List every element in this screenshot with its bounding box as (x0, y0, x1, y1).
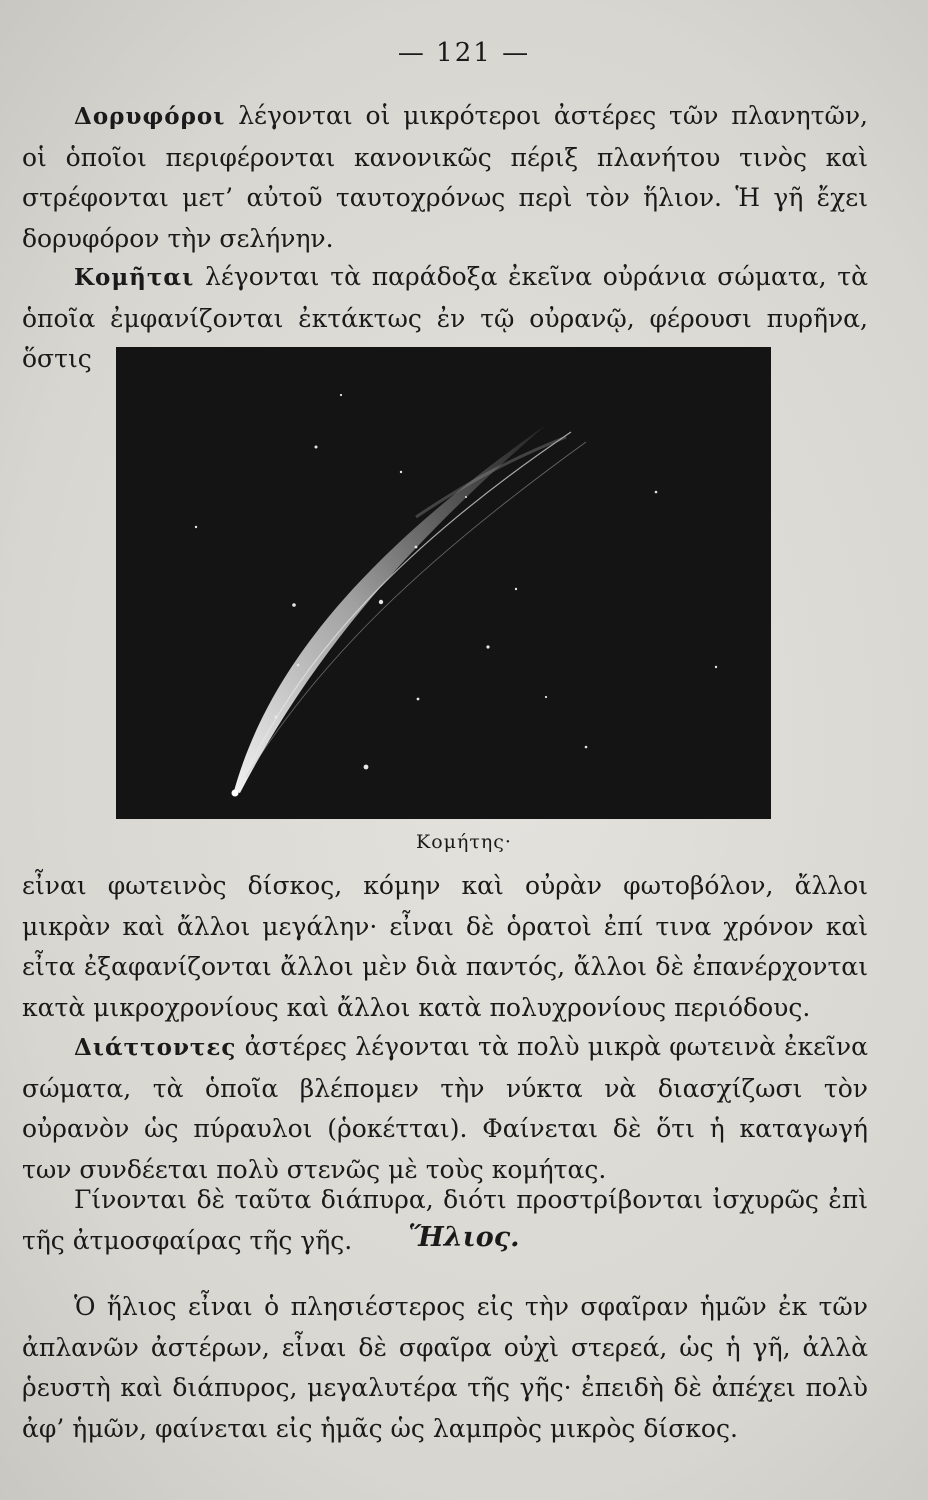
term-satellites: Δορυφόροι (74, 103, 226, 130)
comet-icon (116, 347, 771, 819)
paragraph-shooting-stars (22, 1027, 868, 1190)
paragraph-sun: Ὁ ἥλιος εἶναι ὁ πλησιέστερος εἰς τὴν σφαῖραν ἡμῶν ἐκ τῶν ἀπλανῶν ἀστέρων, εἶναι δὲ σφαῖρα οὐχὶ στερεά, ὡς ἡ γῆ, ἀλλὰ ῥευστὴ καὶ διάπυρος, μεγαλυτέρα τῆς γῆς· ἐπειδὴ δὲ ἀπέχει πολὺ ἀφ’ ἡμῶν, φαίνεται εἰς ἡμᾶς ὡς λαμπρὸς μικρὸς δίσκος. (22, 1292, 868, 1443)
paragraph-satellites (22, 96, 868, 259)
paragraph-shooting-stars-text: ἀστέρες λέγονται τὰ πολὺ μικρὰ φωτεινὰ ἐκεῖνα σώματα, τὰ ὁποῖα βλέπομεν τὴν νύκτα νὰ διασχίζωσι τὸν οὐρανὸν ὡς πύραυλοι (ῥοκέτται). Φαίνεται δὲ ὅτι ἡ καταγωγή των συνδέεται πολὺ στενῶς μὲ τοὺς κομήτας. (22, 1032, 868, 1184)
figure-caption: Κομήτης· (416, 831, 512, 853)
term-shooting-stars: Διάττοντες (74, 1034, 237, 1061)
paragraph-comets-text: λέγονται τὰ παράδοξα ἐκεῖνα οὐράνια σώματα, τὰ ὁποῖα ἐμφανίζονται ἐκτάκτως ἐν τῷ οὐρανῷ, φέρουσι πυρῆνα, ὅστις (22, 262, 868, 373)
paragraph-satellites-text: λέγονται οἱ μικρότεροι ἀστέρες τῶν πλανητῶν, οἱ ὁποῖοι περιφέρονται κανονικῶς πέριξ πλανήτου τινὸς καὶ στρέφονται μετ’ αὐτοῦ ταυτοχρόνως περὶ τὸν ἥλιον. Ἡ γῆ ἔχει δορυφόρον τὴν σελήνην. (22, 101, 868, 253)
paragraph-incandescent: Γίνονται δὲ ταῦτα διάπυρα, διότι προστρίβονται ἰσχυρῶς ἐπὶ τῆς ἀτμοσφαίρας τῆς γῆς. (22, 1185, 868, 1255)
comet-illustration (116, 347, 771, 819)
page-number: — 121 — (397, 38, 531, 68)
section-heading-sun: Ἥλιος. (408, 1222, 520, 1253)
paragraph-comets-cont: εἶναι φωτεινὸς δίσκος, κόμην καὶ οὐρὰν φωτοβόλον, ἄλλοι μικρὰν καὶ ἄλλοι μεγάλην· εἶναι δὲ ὁρατοὶ ἐπί τινα χρόνον καὶ εἶτα ἐξαφανίζονται ἄλλοι μὲν διὰ παντός, ἄλλοι δὲ ἐπανέρχονται κατὰ μικροχρονίους καὶ ἄλλοι κατὰ πολυχρονίους περιόδους. (22, 871, 868, 1022)
term-comets: Κομῆται (74, 264, 195, 291)
